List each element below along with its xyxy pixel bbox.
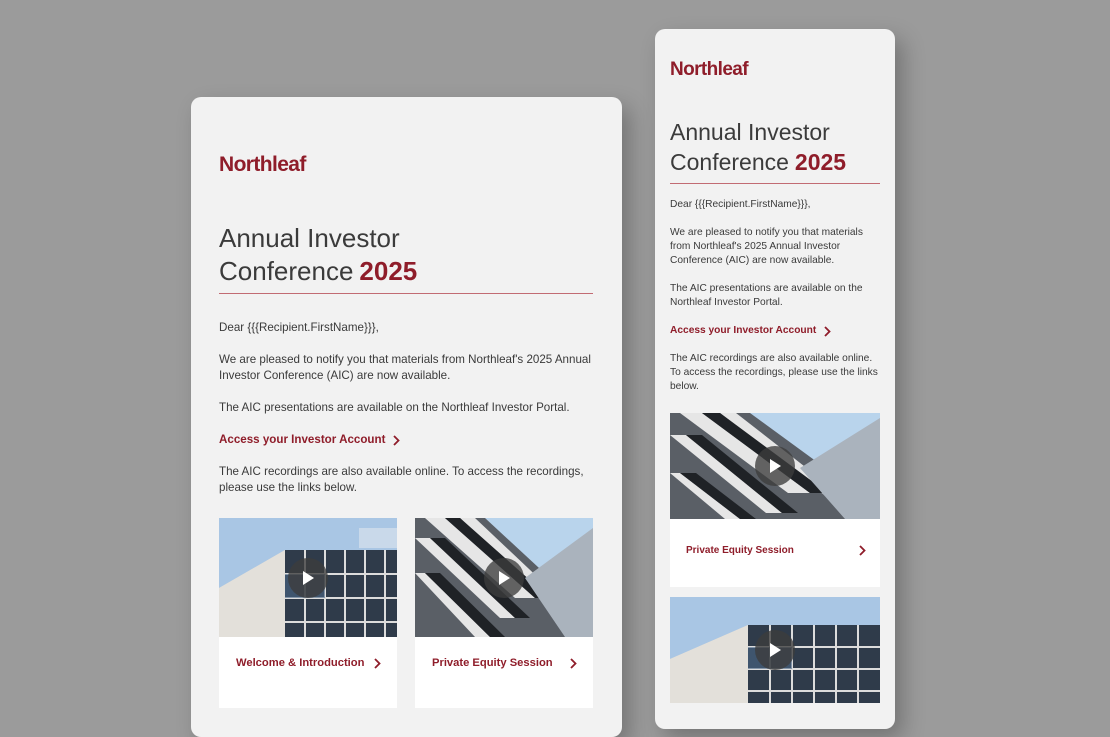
play-button[interactable]: [755, 630, 795, 670]
paragraph-recordings: The AIC recordings are also available online. To access the recordings, please use the links below.: [219, 465, 584, 494]
title-year: 2025: [794, 148, 847, 175]
play-icon: [301, 570, 315, 586]
video-link-private-equity[interactable]: [415, 637, 593, 669]
video-label: Private Equity Session: [686, 544, 794, 556]
paragraph-materials: We are pleased to notify you that materials from Northleaf's 2025 Annual Investor Conference (AIC) are now available.: [670, 227, 863, 266]
paragraph-materials: We are pleased to notify you that materials from Northleaf's 2025 Annual Investor Conference (AIC) are now available.: [219, 353, 591, 382]
play-button[interactable]: [755, 446, 795, 486]
greeting: Dear {{{Recipient.FirstName}}},: [670, 199, 811, 210]
mobile-email-preview: [655, 29, 895, 729]
paragraph-recordings: The AIC recordings are also available online. To access the recordings, please use the links below.: [670, 353, 878, 392]
paragraph-portal: The AIC presentations are available on the Northleaf Investor Portal.: [670, 283, 863, 308]
northleaf-logo: Northleaf: [219, 153, 306, 176]
play-button[interactable]: [288, 558, 328, 598]
title-line-1: Annual Investor: [219, 223, 400, 254]
video-label: Welcome & Introduction: [236, 657, 365, 669]
northleaf-logo: Northleaf: [670, 59, 748, 80]
divider: [670, 183, 880, 184]
title-line-1: Annual Investor: [670, 119, 830, 146]
greeting: Dear {{{Recipient.FirstName}}},: [219, 321, 379, 334]
chevron-right-icon: [824, 326, 831, 337]
divider: [219, 293, 593, 294]
title-line-2: Conference: [670, 148, 789, 175]
title-year: 2025: [359, 256, 418, 287]
video-card-welcome[interactable]: [219, 518, 397, 708]
email-title: [670, 118, 846, 176]
email-body: [670, 198, 882, 408]
paragraph-portal: The AIC presentations are available on the Northleaf Investor Portal.: [219, 401, 570, 414]
play-button[interactable]: [484, 558, 524, 598]
play-icon: [497, 570, 511, 586]
video-thumbnail: [219, 518, 397, 637]
play-icon: [768, 642, 782, 658]
title-line-2: Conference: [219, 256, 354, 287]
email-body: [219, 320, 595, 512]
video-link-welcome[interactable]: [219, 637, 397, 669]
video-card-private-equity[interactable]: [670, 413, 880, 587]
video-thumbnail: [670, 413, 880, 519]
video-thumbnail: [415, 518, 593, 637]
chevron-right-icon: [570, 658, 577, 669]
card-padding: [670, 564, 880, 587]
play-icon: [768, 458, 782, 474]
cta-label: Access your Investor Account: [670, 325, 817, 336]
desktop-email-preview: [191, 97, 622, 737]
email-title: [219, 222, 417, 288]
chevron-right-icon: [393, 435, 400, 446]
video-card-welcome[interactable]: [670, 597, 880, 703]
video-label: Private Equity Session: [432, 657, 553, 669]
cta-label: Access your Investor Account: [219, 433, 386, 446]
chevron-right-icon: [859, 545, 866, 556]
video-link-private-equity[interactable]: [670, 519, 880, 564]
video-thumbnail: [670, 597, 880, 703]
access-investor-account-link[interactable]: [219, 432, 400, 448]
video-card-private-equity[interactable]: [415, 518, 593, 708]
access-investor-account-link[interactable]: [670, 324, 831, 338]
chevron-right-icon: [374, 658, 381, 669]
